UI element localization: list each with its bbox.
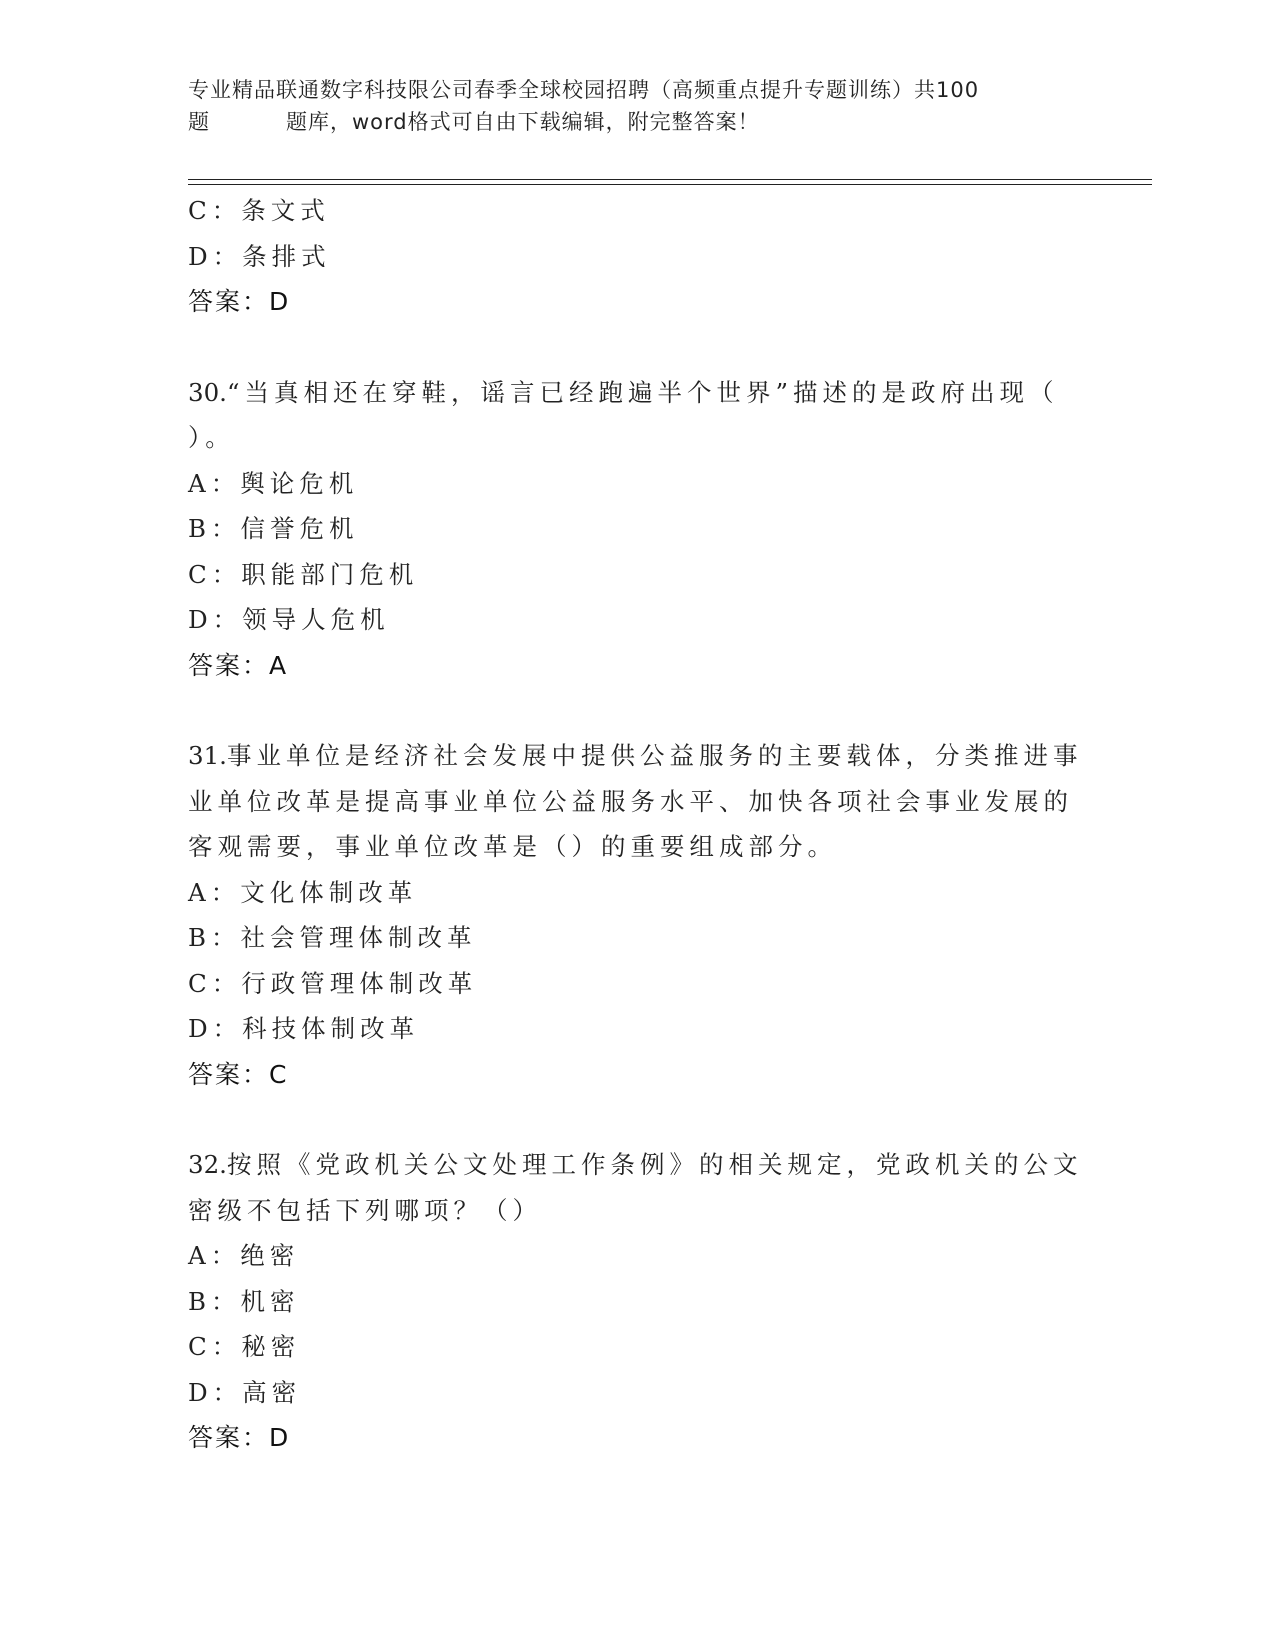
document-header <box>188 74 1088 138</box>
question-block-32 <box>188 1142 1088 1461</box>
option-b: B：社会管理体制改革 <box>188 923 477 952</box>
question-stem-line: 业单位改革是提高事业单位公益服务水平、加快各项社会事业发展的 <box>188 786 1073 816</box>
option-a: A：文化体制改革 <box>188 877 418 907</box>
option-c: C：行政管理体制改革 <box>188 968 478 998</box>
question-spacer <box>188 1097 1088 1142</box>
question-stem-line: 32.按照《党政机关公文处理工作条例》的相关规定，党政机关的公文 <box>188 1150 1083 1179</box>
question-number: 30. <box>188 377 227 407</box>
header-rule-top <box>188 179 1152 180</box>
header-title-line-1: 专业精品联通数字科技限公司春季全球校园招聘（高频重点提升专题训练）共100 <box>188 78 980 102</box>
option-b: B：机密 <box>188 1286 300 1316</box>
question-stem-line: 30.“当真相还在穿鞋，谣言已经跑遍半个世界”描述的是政府出现（ <box>188 377 1059 407</box>
header-title-line-2-lead: 题 <box>188 110 210 134</box>
option-a: A：舆论危机 <box>188 468 359 498</box>
option-c: C：条文式 <box>188 196 330 225</box>
header-title-line-2 <box>188 106 1088 138</box>
answer-line: 答案：D <box>188 287 291 316</box>
question-spacer <box>188 325 1088 370</box>
option-d: D：领导人危机 <box>188 605 390 634</box>
answer-line: 答案：A <box>188 650 289 680</box>
option-c: C：职能部门危机 <box>188 559 419 589</box>
question-stem-line: ）。 <box>188 423 235 452</box>
question-block-30 <box>188 370 1088 689</box>
answer-line: 答案：C <box>188 1059 289 1089</box>
question-block-29-continued <box>188 188 1088 325</box>
option-d: D：条排式 <box>188 241 331 271</box>
option-b: B：信誉危机 <box>188 514 359 543</box>
question-stem-line: 客观需要，事业单位改革是（）的重要组成部分。 <box>188 832 837 861</box>
question-stem-line: 密级不包括下列哪项？（） <box>188 1195 542 1225</box>
option-d: D：高密 <box>188 1377 302 1407</box>
header-rule-bottom <box>188 184 1152 185</box>
question-number: 32. <box>188 1150 227 1179</box>
option-a: A：绝密 <box>188 1241 300 1270</box>
option-d: D：科技体制改革 <box>188 1014 420 1043</box>
document-body <box>188 188 1088 1461</box>
question-block-31 <box>188 733 1088 1097</box>
header-title-line-2-rest: 题库，word格式可自由下载编辑，附完整答案！ <box>286 110 760 134</box>
option-c: C：秘密 <box>188 1332 301 1361</box>
question-number: 31. <box>188 741 227 770</box>
question-stem-line: 31.事业单位是经济社会发展中提供公益服务的主要载体，分类推进事 <box>188 741 1083 770</box>
answer-line: 答案：D <box>188 1423 291 1452</box>
question-spacer <box>188 688 1088 733</box>
